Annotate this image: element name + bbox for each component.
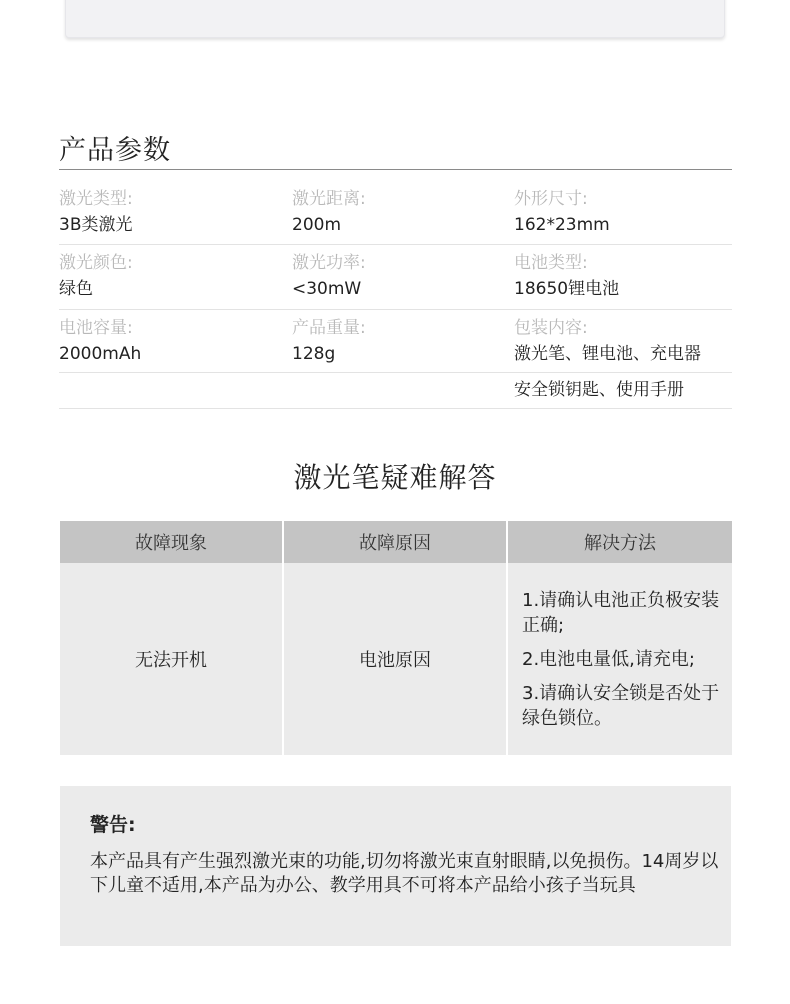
spec-product-weight	[292, 317, 366, 365]
spec-value: 安全锁钥匙、使用手册	[514, 380, 684, 400]
spec-label: 包装内容:	[514, 318, 588, 338]
faq-table	[60, 521, 732, 755]
spec-label: 激光功率:	[292, 253, 366, 273]
spec-battery-capacity	[59, 317, 141, 365]
solution-step: 3.请确认安全锁是否处于绿色锁位。	[522, 682, 720, 729]
faq-header-solution: 解决方法	[507, 521, 732, 563]
faq-header-cause: 故障原因	[283, 521, 507, 563]
spec-value: 162*23mm	[514, 215, 610, 235]
spec-row-1	[59, 188, 732, 245]
spec-row-2	[59, 252, 732, 310]
title-divider	[59, 169, 732, 170]
spec-package-contents	[514, 317, 701, 365]
faq-header-row	[60, 521, 732, 563]
spec-label: 电池类型:	[514, 253, 588, 273]
spec-dimensions	[514, 188, 610, 236]
spec-value: 128g	[292, 344, 336, 364]
spec-laser-color	[59, 252, 133, 300]
warning-title: 警告:	[90, 814, 136, 836]
faq-header-symptom: 故障现象	[60, 521, 283, 563]
solution-step: 1.请确认电池正负极安装正确;	[522, 589, 720, 636]
spec-laser-distance	[292, 188, 366, 236]
spec-package-contents-continued	[514, 379, 684, 401]
specs-title: 产品参数	[59, 135, 171, 166]
spec-label: 产品重量:	[292, 318, 366, 338]
spec-label: 激光颜色:	[59, 253, 133, 273]
product-image-bottom-edge	[65, 0, 725, 38]
faq-cause-cell: 电池原因	[283, 563, 507, 755]
spec-value: 18650锂电池	[514, 279, 620, 299]
spec-value: 激光笔、锂电池、充电器	[514, 344, 701, 364]
spec-row-4	[59, 372, 732, 409]
warning-box	[60, 786, 731, 946]
spec-label: 激光类型:	[59, 189, 133, 209]
spec-label: 外形尺寸:	[514, 189, 588, 209]
spec-label: 电池容量:	[59, 318, 133, 338]
spec-value: 3B类激光	[59, 215, 133, 235]
spec-value: 绿色	[59, 279, 93, 299]
table-row	[60, 563, 732, 755]
spec-laser-type	[59, 188, 133, 236]
spec-battery-type	[514, 252, 619, 300]
warning-text: 本产品具有产生强烈激光束的功能,切勿将激光束直射眼睛,以免损伤。14周岁以下儿童不适用,本产品为办公、教学用具不可将本产品给小孩子当玩具	[90, 851, 719, 896]
faq-solution-cell	[507, 563, 732, 755]
faq-symptom-cell: 无法开机	[60, 563, 283, 755]
spec-row-3	[59, 317, 732, 373]
faq-title: 激光笔疑难解答	[293, 461, 497, 494]
spec-label: 激光距离:	[292, 189, 366, 209]
spec-value: <30mW	[292, 279, 362, 299]
spec-laser-power	[292, 252, 366, 300]
spec-value: 2000mAh	[59, 344, 142, 364]
solution-step: 2.电池电量低,请充电;	[522, 648, 695, 670]
spec-value: 200m	[292, 215, 342, 235]
